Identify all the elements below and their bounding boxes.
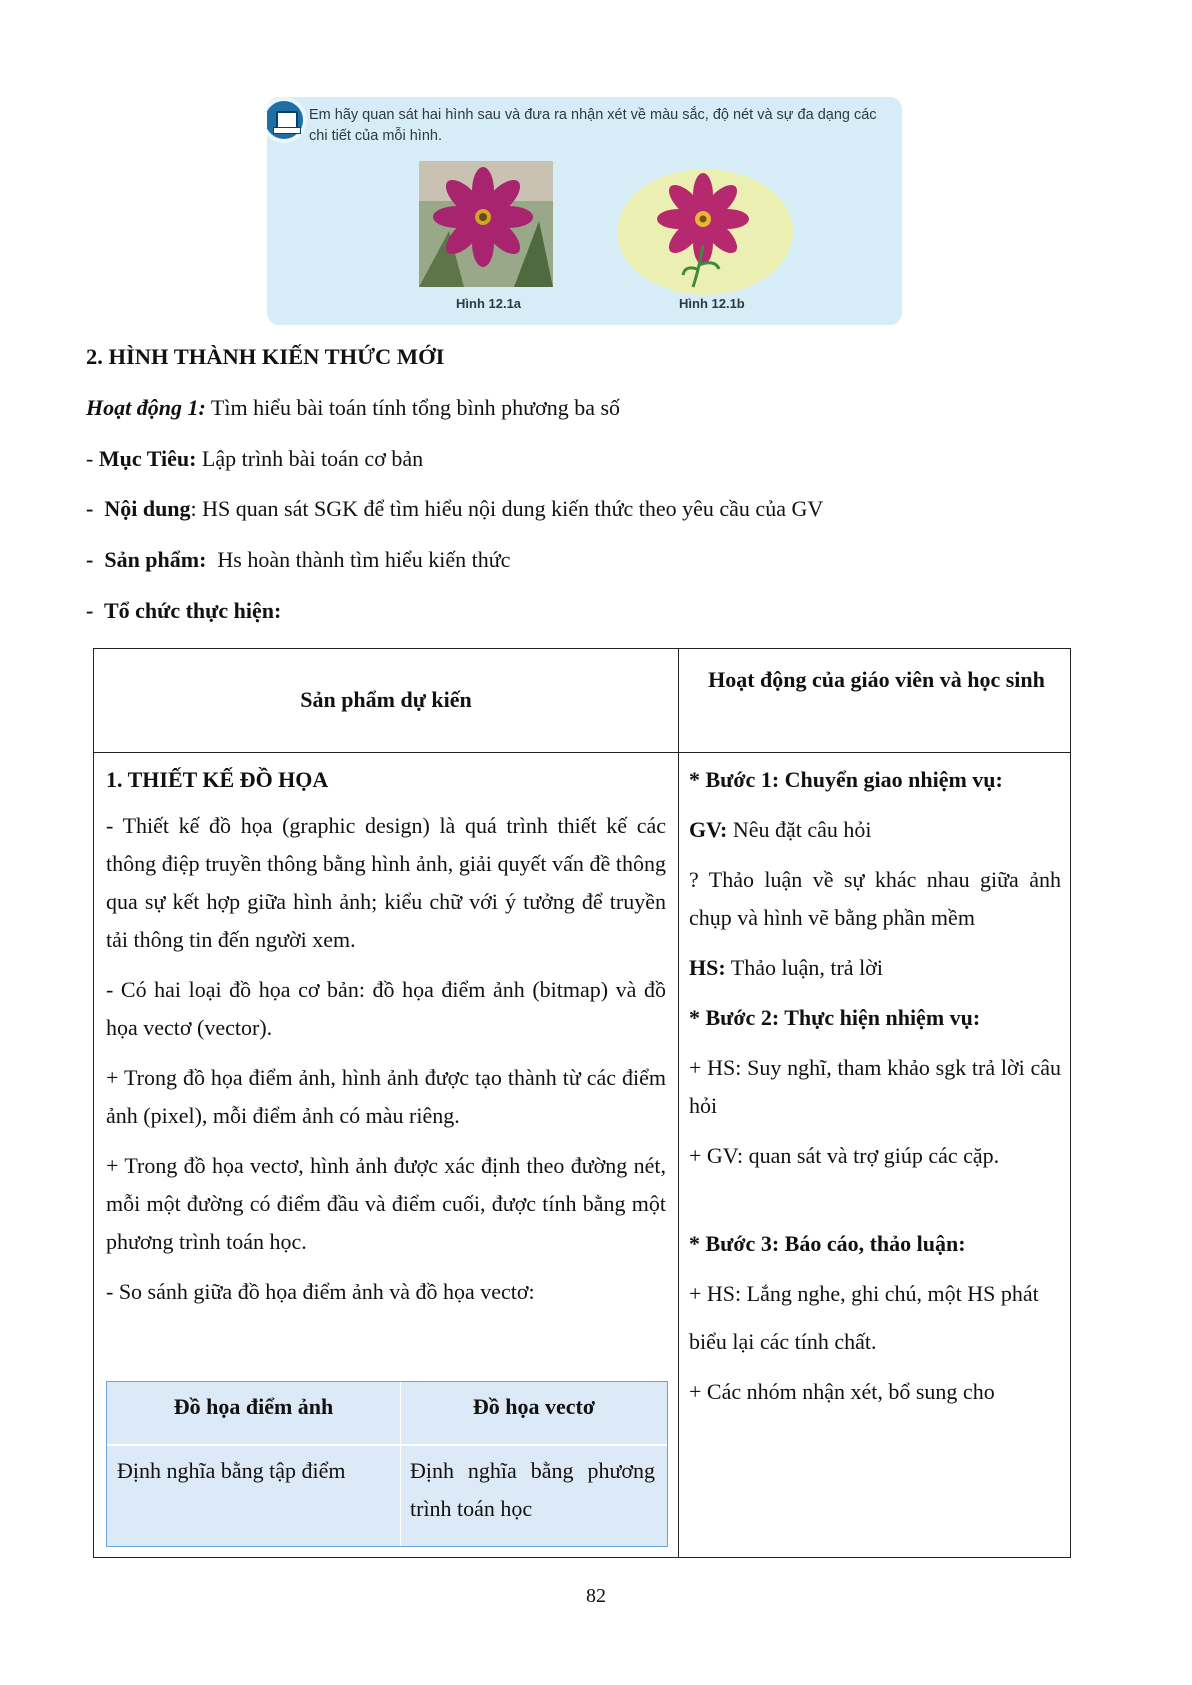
hs-text: Thảo luận, trả lời bbox=[725, 955, 883, 980]
graphic-design-heading: 1. THIẾT KẾ ĐỒ HỌA bbox=[106, 767, 329, 792]
activity-table bbox=[93, 648, 1071, 1558]
product-label: Sản phẩm: bbox=[104, 547, 207, 572]
organization-line bbox=[86, 596, 281, 626]
step-2-teacher: + GV: quan sát và trợ giúp các cặp. bbox=[689, 1143, 1000, 1168]
paragraph-comparison: - So sánh giữa đồ họa điểm ảnh và đồ họa vectơ: bbox=[106, 1279, 535, 1304]
column-divider bbox=[678, 649, 679, 1557]
paragraph-definition: - Thiết kế đồ họa (graphic design) là quá trình thiết kế các thông điệp truyền thông bằng hình ảnh, giải quyết vấn đề thông qua sự kết hợp giữa hình ảnh; kiểu chữ với ý tưởng để truyền tải thông tin đến người xem. bbox=[106, 813, 666, 952]
flower-vector-image bbox=[617, 169, 793, 295]
paragraph-types: - Có hai loại đồ họa cơ bản: đồ họa điểm ảnh (bitmap) và đồ họa vectơ (vector). bbox=[106, 977, 666, 1040]
comparison-cell-bitmap: Định nghĩa bằng tập điểm bbox=[117, 1458, 346, 1483]
caption-figure-a: Hình 12.1a bbox=[456, 296, 522, 311]
content-prefix: - bbox=[86, 496, 105, 521]
org-prefix: - bbox=[86, 598, 104, 623]
comparison-header-divider bbox=[107, 1444, 667, 1446]
step-2-heading: * Bước 2: Thực hiện nhiệm vụ: bbox=[689, 1005, 981, 1030]
discussion-question: ? Thảo luận về sự khác nhau giữa ảnh chụp và hình vẽ bằng phần mềm bbox=[689, 867, 1061, 930]
paragraph-vector: + Trong đồ họa vectơ, hình ảnh được xác định theo đường nét, mỗi một đường có điểm đầu và điểm cuối, được tính bằng một phương trình toán học. bbox=[106, 1153, 666, 1254]
section-title: 2. HÌNH THÀNH KIẾN THỨC MỚI bbox=[86, 344, 445, 369]
teacher-student-cell bbox=[689, 761, 1061, 1423]
comparison-cell-vector: Định nghĩa bằng phương trình toán học bbox=[410, 1458, 655, 1521]
header-expected-product: Sản phẩm dự kiến bbox=[300, 687, 472, 712]
product-text: Hs hoàn thành tìm hiểu kiến thức bbox=[206, 547, 511, 572]
page-number: 82 bbox=[586, 1585, 606, 1607]
content-text: : HS quan sát SGK để tìm hiểu nội dung kiến thức theo yêu cầu của GV bbox=[190, 496, 824, 521]
paragraph-bitmap: + Trong đồ họa điểm ảnh, hình ảnh được tạo thành từ các điểm ảnh (pixel), mỗi điểm ảnh có màu riêng. bbox=[106, 1065, 666, 1128]
lesson-figure bbox=[267, 97, 902, 325]
hs-label: HS: bbox=[689, 955, 726, 980]
comparison-header-bitmap: Đồ họa điểm ảnh bbox=[173, 1394, 334, 1419]
org-label: Tổ chức thực hiện: bbox=[103, 598, 282, 623]
step-3-student-continued: biểu lại các tính chất. bbox=[689, 1329, 877, 1354]
caption-figure-b: Hình 12.1b bbox=[679, 296, 745, 311]
header-teacher-student-activity: Hoạt động của giáo viên và học sinh bbox=[708, 667, 1045, 692]
goal-text: Lập trình bài toán cơ bản bbox=[196, 446, 424, 471]
comparison-table bbox=[106, 1381, 668, 1547]
flower-photo-image bbox=[419, 161, 553, 287]
content-label: Nội dung bbox=[104, 496, 191, 521]
teacher-task bbox=[689, 811, 1061, 849]
activity-text: Tìm hiểu bài toán tính tổng bình phương ba số bbox=[205, 395, 621, 420]
comparison-header-vector: Đồ họa vectơ bbox=[472, 1394, 596, 1419]
laptop-icon bbox=[267, 97, 307, 143]
step-3-groups: + Các nhóm nhận xét, bổ sung cho bbox=[689, 1379, 995, 1404]
content-line bbox=[86, 494, 823, 524]
step-3-heading: * Bước 3: Báo cáo, thảo luận: bbox=[689, 1231, 966, 1256]
goal-line bbox=[86, 444, 423, 474]
step-3-student: + HS: Lắng nghe, ghi chú, một HS phát bbox=[689, 1281, 1039, 1306]
goal-label: Mục Tiêu: bbox=[98, 446, 197, 471]
activity-label: Hoạt động 1: bbox=[86, 395, 206, 420]
product-prefix: - bbox=[86, 547, 105, 572]
goal-prefix: - bbox=[86, 446, 99, 471]
student-task bbox=[689, 949, 1061, 987]
gv-label: GV: bbox=[689, 817, 728, 842]
figure-prompt: Em hãy quan sát hai hình sau và đưa ra nhận xét về màu sắc, độ nét và sự đa dạng các chi tiết của mỗi hình. bbox=[309, 107, 877, 144]
step-2-student: + HS: Suy nghĩ, tham khảo sgk trả lời câu hỏi bbox=[689, 1055, 1061, 1118]
step-1-heading: * Bước 1: Chuyển giao nhiệm vụ: bbox=[689, 767, 1003, 792]
gv-text: Nêu đặt câu hỏi bbox=[727, 817, 872, 842]
expected-product-cell bbox=[106, 761, 666, 1323]
activity-line bbox=[86, 393, 620, 423]
header-divider bbox=[94, 752, 1070, 753]
product-line bbox=[86, 545, 510, 575]
